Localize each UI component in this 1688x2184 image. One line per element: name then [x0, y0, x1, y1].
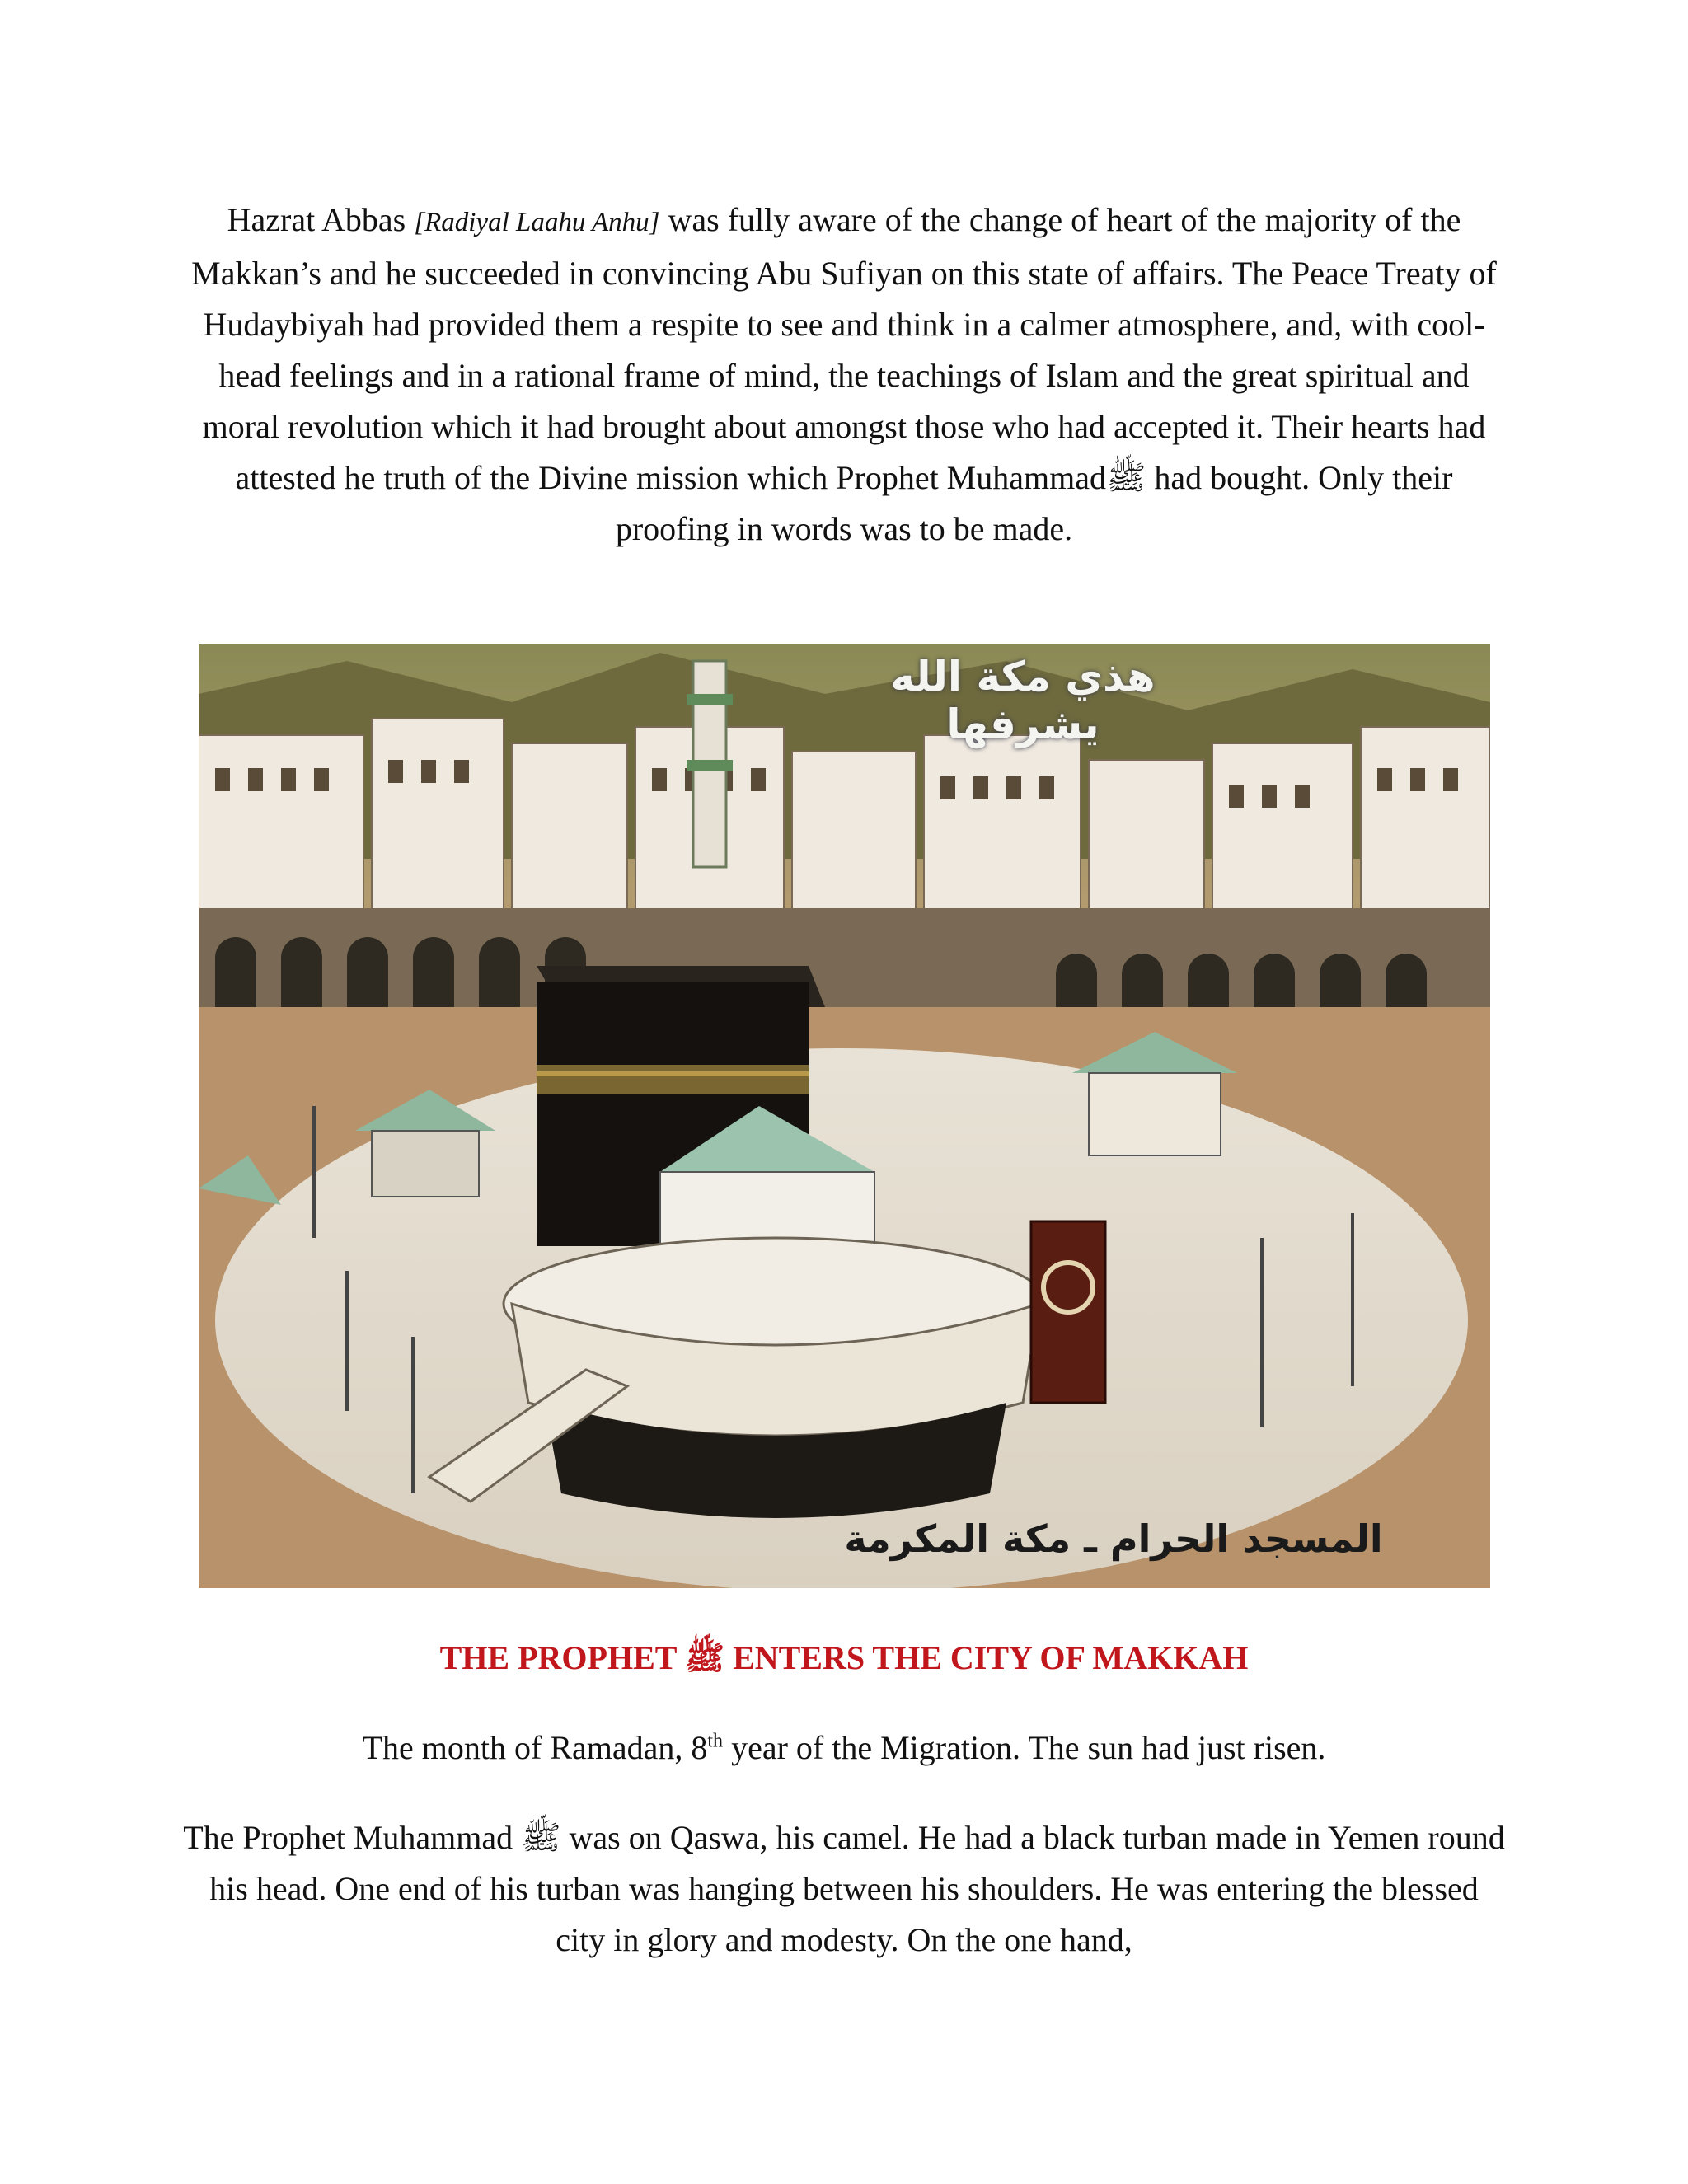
- paragraph-lead: Hazrat Abbas: [227, 201, 415, 238]
- paragraph-body: was fully aware of the change of heart of the majority of the Makkan’s and he succeeded in convincing Abu Sufiyan on this state of affairs. The Peace Treaty of Hudaybiyah had provided them a respite to see and think in a calmer atmosphere, and, with cool-head feelings and in a rational frame of mind, the teachings of Islam and the great spiritual and moral revolution which it had brought about amongst those who had accepted it. Their hearts had attested he truth of the Divine mission which Prophet Muhammadﷺ had bought. Only their proofing in words was to be made.: [191, 201, 1497, 547]
- photo-caption-bottom: المسجد الحرام ـ مكة المكرمة: [844, 1516, 1383, 1561]
- section-heading: THE PROPHET ﷺ ENTERS THE CITY OF MAKKAH: [439, 1639, 1249, 1676]
- paragraph-abbas: [181, 194, 1507, 555]
- kaaba-illustration: [199, 644, 1490, 1588]
- paragraph-ramadan-before: The month of Ramadan, 8: [362, 1729, 708, 1766]
- kaaba-photo: [199, 644, 1490, 1588]
- honorific-text: [Radiyal Laahu Anhu]: [414, 208, 660, 237]
- paragraph-ramadan: [181, 1722, 1507, 1774]
- paragraph-ramadan-after: year of the Migration. The sun had just risen.: [723, 1729, 1326, 1766]
- ordinal-suffix: th: [707, 1730, 724, 1752]
- paragraph-qaswa: The Prophet Muhammad ﷺ was on Qaswa, his camel. He had a black turban made in Yemen round his head. One end of his turban was hanging between his shoulders. He was entering the blessed city in glory and modesty. On the one hand,: [183, 1819, 1505, 1958]
- photo-caption-top: هذي مكة الله يشرفها: [890, 653, 1156, 748]
